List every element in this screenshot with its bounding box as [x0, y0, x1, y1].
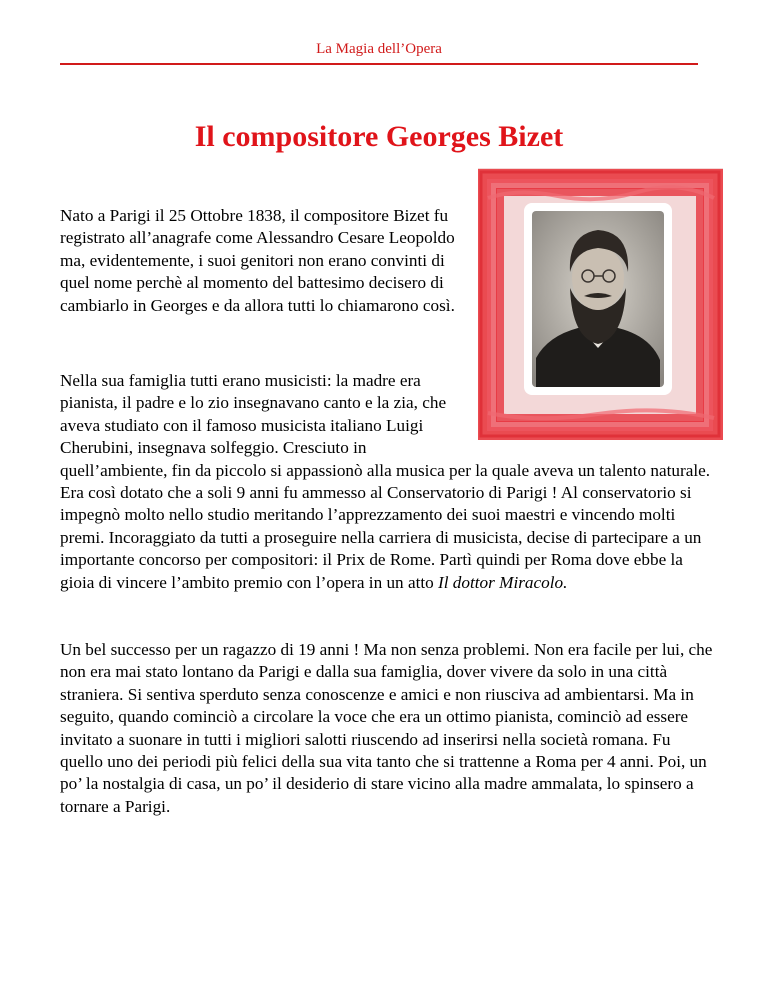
page-title: Il compositore Georges Bizet: [194, 120, 564, 153]
opera-title: Il dottor Miracolo.: [438, 572, 568, 592]
paragraph-family-text: Nella sua famiglia tutti erano musicisti: la madre era pianista, il padre e lo zio insegnavano canto e la zia, che aveva studiato con il famoso musicista italiano Luigi Cherubini, insegnava solfeggio. Cresciuto in quell’ambiente, fin da piccolo si appassionò alla musica per la quale aveva un talento naturale. Era così dotato che a soli 9 anni fu ammesso al Conservatorio di Parigi ! Al conservatorio si impegnò molto nello studio meritando l’apprezzamento dei suoi maestri e vincendo molti premi. Incoraggiato da tutti a proseguire nella carriera di musicista, decise di partecipare a un importante concorso per compositori: il Prix de Rome. Partì quindi per Roma dove ebbe la gioia di vincere l’ambito premio con l’opera in un atto: [60, 371, 711, 592]
paragraph-birth: Nato a Parigi il 25 Ottobre 1838, il compositore Bizet fu registrato all’anagrafe come Alessandro Cesare Leopoldo ma, evidentemente, i suoi genitori non erano convinti di quel nome perchè al momento del battesimo decisero di cambiarlo in Georges e da allora tutti lo chiamarono così.: [60, 206, 455, 315]
paragraph-family: [60, 370, 714, 594]
paragraph-rome: Un bel successo per un ragazzo di 19 anni ! Ma non senza problemi. Non era facile per lui, che non era mai stato lontano da Parigi e dalla sua famiglia, dover vivere da solo in una città straniera. Si sentiva sperduto senza conoscenze e amici e non riusciva ad ambientarsi. Ma in seguito, quando cominciò a circolare la voce che era un ottimo pianista, cominciò ad essere invitato a suonare in tutti i migliori salotti riuscendo ad inserirsi nella società romana. Fu quello uno dei periodi più felici della sua vita tanto che si trattenne a Roma per 4 anni. Poi, un po’ la nostalgia di casa, un po’ il desiderio di stare vicino alla madre ammalata, lo spinsero a tornare a Parigi.: [60, 640, 713, 816]
page-header: La Magia dell’Opera: [316, 41, 442, 57]
image-wrap-spacer: [464, 370, 714, 440]
header-divider: [60, 63, 698, 65]
